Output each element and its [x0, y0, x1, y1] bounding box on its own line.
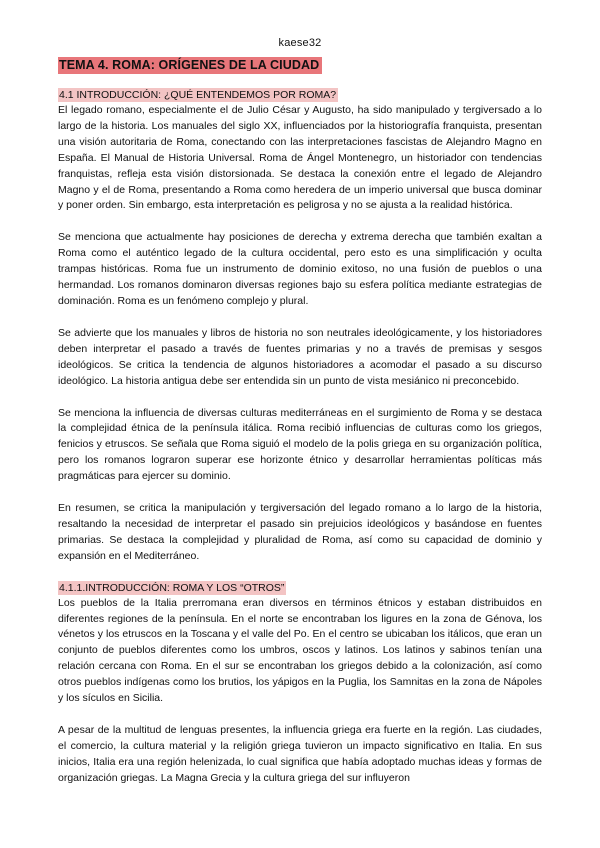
section-introduccion: [58, 85, 542, 565]
section-roma-y-los-otros: [58, 578, 542, 787]
page-header-author: kaese32: [278, 37, 322, 49]
paragraph: A pesar de la multitud de lenguas presentes, la influencia griega era fuerte en la región. Las ciudades, el comercio, la cultura material y la religión griega tuvieron un impacto significativo en Italia. En sus inicios, Italia era una región helenizada, lo cual significa que había adoptado muchas ideas y formas de organización griegas. La Magna Grecia y la cultura griega del sur influyeron: [58, 724, 542, 784]
paragraph: Se menciona que actualmente hay posiciones de derecha y extrema derecha que también exaltan a Roma como el auténtico legado de la cultura occidental, pero esto es una simplificación y oculta trampas históricas. Roma fue un instrumento de dominio exitoso, no una fusión de pueblos o una hermandad. Los romanos dominaron diversas regiones bajo su esfera política mediante estrategias de dominación. Roma es un fenómeno complejo y plural.: [58, 231, 542, 307]
document-body: [58, 56, 542, 787]
document-title: TEMA 4. ROMA: ORÍGENES DE LA CIUDAD: [58, 57, 322, 74]
section-heading: 4.1.1.INTRODUCCIÓN: ROMA Y LOS “OTROS”: [59, 581, 285, 594]
paragraph: Los pueblos de la Italia prerromana eran diversos en términos étnicos y estaban distribuidos en diferentes regiones de la península. En el norte se encontraban los ligures en la zona de Génova, los vénetos y los etruscos en la Toscana y el valle del Po. En el centro se ubicaban los itálicos, que eran un conjunto de pueblos diferentes como los umbros, oscos y latinos. Los latinos y sabinos tenían una relación cercana con Roma. En el sur se encontraban los griegos debido a la colonización, así como otros pueblos indígenas como los brutios, los yápigos en la Puglia, los Samnitas en la zona de Nápoles y los sículos en Sicilia.: [58, 596, 542, 705]
paragraph: En resumen, se critica la manipulación y tergiversación del legado romano a lo largo de la historia, resaltando la necesidad de interpretar el pasado sin prejuicios ideológicos y basándose en fuentes primarias. Se destaca la complejidad y pluralidad de Roma, así como su capacidad de dominio y expansión en el Mediterráneo.: [58, 502, 542, 562]
paragraph: Se menciona la influencia de diversas culturas mediterráneas en el surgimiento de Roma y se destaca la complejidad étnica de la península itálica. Roma recibió influencias de culturas como los griegos, fenicios y etruscos. Se señala que Roma siguió el modelo de la polis griega en su organización política, pero los romanos lograron superar ese horizonte étnico y desarrollar herramientas políticas más pragmáticas para ejercer su dominio.: [58, 406, 542, 483]
paragraph: El legado romano, especialmente el de Julio César y Augusto, ha sido manipulado y tergiversado a lo largo de la historia. Los manuales del siglo XX, influenciados por la historiografía franquista, presentan una visión autoritaria de Roma, conectando con las interpretaciones fascistas de Alejandro Magno en España. El Manual de Historia Universal. Roma de Ángel Montenegro, un historiador con tendencias franquistas, refleja esta visión distorsionada. Se destaca la conexión entre el legado de Alejandro Magno y el de Roma, presentando a Roma como heredera de un imperio universal que busca dominar y poner orden. Sin embargo, esta interpretación es peligrosa y no se ajusta a la realidad histórica.: [58, 104, 542, 212]
paragraph: Se advierte que los manuales y libros de historia no son neutrales ideológicamente, y los historiadores deben interpretar el pasado a través de fuentes primarias y no a través de premisas y sesgos ideológicos. Se critica la tendencia de algunos historiadores a acomodar el pasado a su discurso ideológico. La historia antigua debe ser entendida sin un punto de vista mesiánico ni preconcebido.: [58, 326, 542, 387]
section-heading: 4.1 INTRODUCCIÓN: ¿QUÉ ENTENDEMOS POR ROMA?: [59, 89, 337, 101]
